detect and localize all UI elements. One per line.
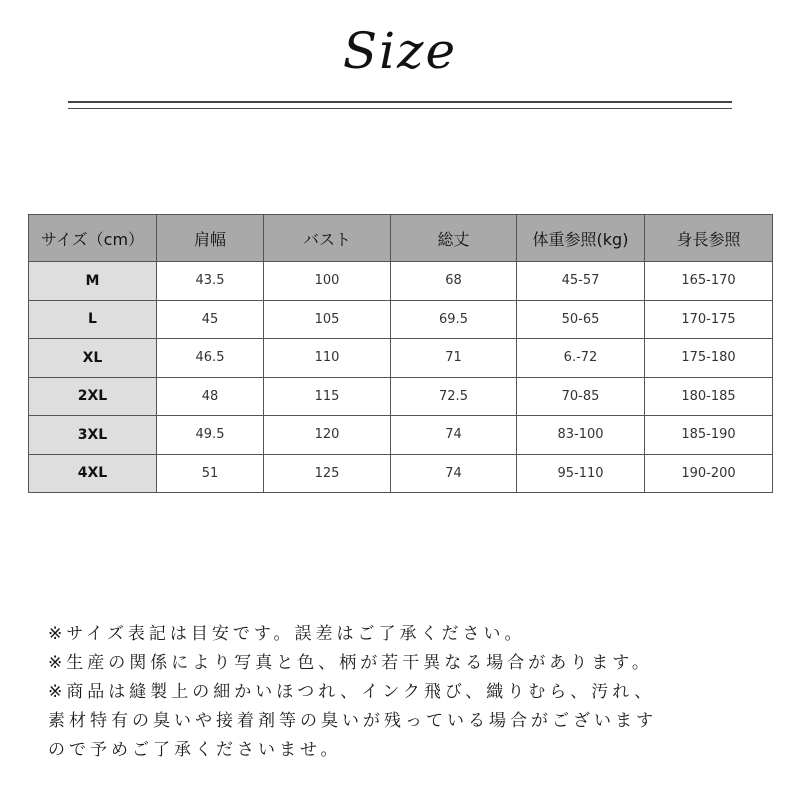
header-weight-ref: 体重参照(kg) <box>517 215 645 262</box>
table-cell: 180-185 <box>645 377 773 416</box>
table-cell: 74 <box>391 416 517 455</box>
table-cell: 100 <box>264 262 391 301</box>
header-bust: バスト <box>264 215 391 262</box>
size-table <box>28 214 773 493</box>
table-row <box>29 300 773 339</box>
header-total-length: 総丈 <box>391 215 517 262</box>
table-cell: 83-100 <box>517 416 645 455</box>
table-cell: 48 <box>157 377 264 416</box>
table-row <box>29 416 773 455</box>
size-cell: 4XL <box>29 454 157 493</box>
table-cell: 110 <box>264 339 391 378</box>
table-cell: 49.5 <box>157 416 264 455</box>
size-cell: L <box>29 300 157 339</box>
table-cell: 71 <box>391 339 517 378</box>
title-divider-top <box>68 101 732 103</box>
note-line: ※生産の関係により写真と色、柄が若干異なる場合があります。 <box>48 653 653 673</box>
table-row <box>29 262 773 301</box>
table-cell: 46.5 <box>157 339 264 378</box>
note-line: ※サイズ表記は目安です。誤差はご了承ください。 <box>48 624 526 644</box>
note-line: ので予めご了承くださいませ。 <box>48 740 342 760</box>
table-cell: 51 <box>157 454 264 493</box>
table-cell: 72.5 <box>391 377 517 416</box>
note-line: 素材特有の臭いや接着剤等の臭いが残っている場合がございます <box>48 711 657 731</box>
size-cell: 2XL <box>29 377 157 416</box>
header-shoulder-width: 肩幅 <box>157 215 264 262</box>
table-cell: 68 <box>391 262 517 301</box>
table-cell: 45 <box>157 300 264 339</box>
table-cell: 190-200 <box>645 454 773 493</box>
size-cell: 3XL <box>29 416 157 455</box>
title-divider-bottom <box>68 108 732 109</box>
table-cell: 165-170 <box>645 262 773 301</box>
table-cell: 45-57 <box>517 262 645 301</box>
table-cell: 6.-72 <box>517 339 645 378</box>
notes-block <box>48 620 788 765</box>
table-cell: 70-85 <box>517 377 645 416</box>
table-cell: 50-65 <box>517 300 645 339</box>
table-cell: 105 <box>264 300 391 339</box>
size-cell: XL <box>29 339 157 378</box>
table-cell: 125 <box>264 454 391 493</box>
note-line: ※商品は縫製上の細かいほつれ、インク飛び、織りむら、汚れ、 <box>48 682 656 702</box>
table-row <box>29 339 773 378</box>
table-cell: 120 <box>264 416 391 455</box>
table-cell: 69.5 <box>391 300 517 339</box>
header-height-ref: 身長参照 <box>645 215 773 262</box>
table-header-row <box>29 215 773 262</box>
table-row <box>29 454 773 493</box>
size-cell: M <box>29 262 157 301</box>
table-row <box>29 377 773 416</box>
page-title: Size <box>342 22 458 80</box>
table-cell: 74 <box>391 454 517 493</box>
table-cell: 95-110 <box>517 454 645 493</box>
table-cell: 175-180 <box>645 339 773 378</box>
table-cell: 115 <box>264 377 391 416</box>
table-cell: 185-190 <box>645 416 773 455</box>
table-cell: 170-175 <box>645 300 773 339</box>
header-size: サイズ（cm） <box>29 215 157 262</box>
table-cell: 43.5 <box>157 262 264 301</box>
